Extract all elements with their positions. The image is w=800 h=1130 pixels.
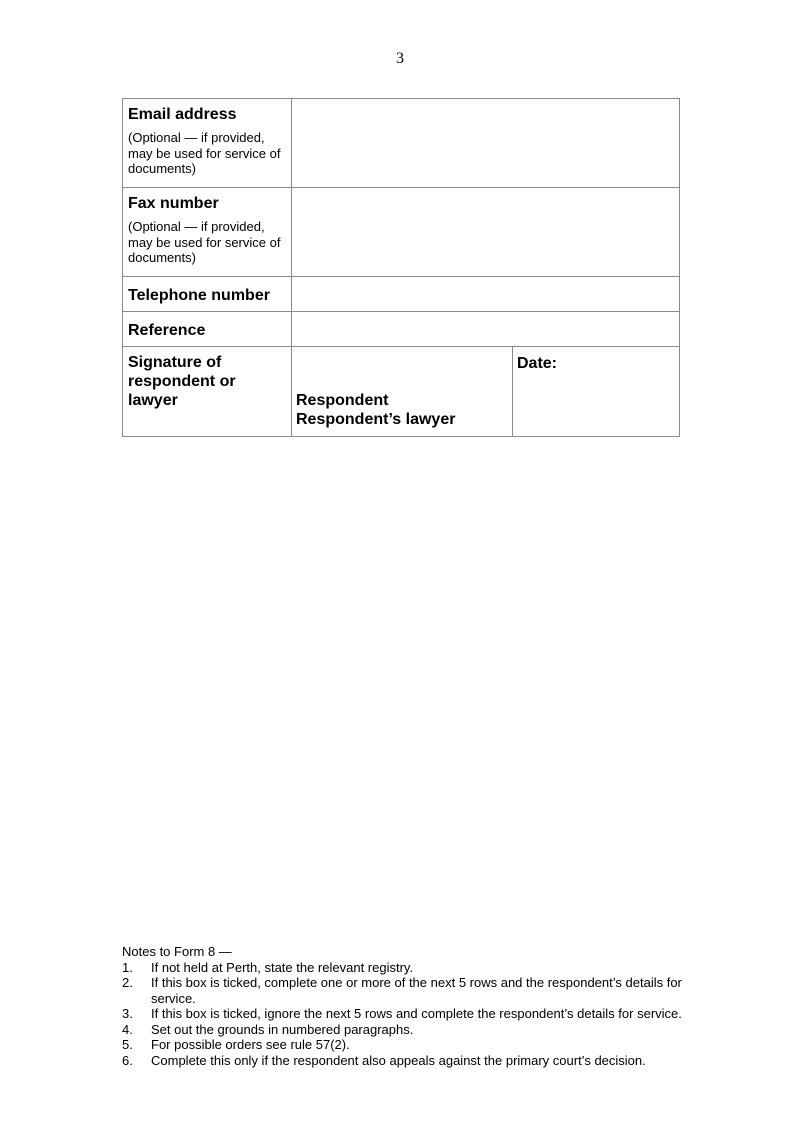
fax-row bbox=[123, 188, 680, 277]
fax-label: Fax number bbox=[128, 195, 219, 212]
fax-field[interactable] bbox=[292, 188, 680, 277]
email-note: (Optional — if provided, may be used for service of documents) bbox=[128, 130, 281, 176]
telephone-label-cell bbox=[123, 277, 292, 312]
note-text: If not held at Perth, state the relevant registry. bbox=[151, 959, 414, 975]
page-number: 3 bbox=[396, 50, 404, 67]
email-row bbox=[123, 99, 680, 188]
signatory-option-lawyer: Respondent’s lawyer bbox=[296, 411, 456, 428]
note-text: Set out the grounds in numbered paragraphs. bbox=[151, 1021, 414, 1037]
reference-label: Reference bbox=[128, 322, 206, 339]
signature-row bbox=[123, 347, 680, 437]
note-text: For possible orders see rule 57(2). bbox=[151, 1037, 350, 1052]
telephone-field[interactable] bbox=[292, 277, 680, 312]
note-number: 4. bbox=[122, 1021, 133, 1037]
email-field[interactable] bbox=[292, 99, 680, 188]
notes-list bbox=[122, 960, 682, 1069]
email-label: Email address bbox=[128, 106, 237, 123]
note-item bbox=[122, 960, 682, 976]
respondent-details-table bbox=[122, 98, 680, 437]
note-number: 2. bbox=[122, 975, 133, 990]
note-item bbox=[122, 975, 682, 1006]
note-number: 1. bbox=[122, 959, 133, 975]
note-item bbox=[122, 1022, 682, 1038]
signature-label: Signature of respondent or lawyer bbox=[128, 354, 236, 409]
note-item bbox=[122, 1006, 682, 1022]
signature-label-cell bbox=[123, 347, 292, 437]
note-number: 3. bbox=[122, 1006, 133, 1021]
note-text: If this box is ticked, ignore the next 5 rows and complete the respondent’s details for service. bbox=[151, 1006, 682, 1021]
signature-field[interactable] bbox=[292, 347, 513, 437]
note-text: If this box is ticked, complete one or more of the next 5 rows and the respondent’s details for service. bbox=[151, 975, 682, 1006]
reference-label-cell bbox=[123, 312, 292, 347]
fax-label-cell bbox=[123, 188, 292, 277]
signatory-options bbox=[296, 391, 455, 429]
reference-field[interactable] bbox=[292, 312, 680, 347]
telephone-label: Telephone number bbox=[128, 287, 270, 304]
fax-note: (Optional — if provided, may be used for service of documents) bbox=[128, 219, 281, 265]
date-label: Date: bbox=[517, 355, 558, 372]
note-number: 6. bbox=[122, 1052, 133, 1068]
date-field[interactable] bbox=[513, 347, 680, 437]
note-number: 5. bbox=[122, 1037, 133, 1052]
reference-row bbox=[123, 312, 680, 347]
note-item bbox=[122, 1037, 682, 1053]
note-item bbox=[122, 1053, 682, 1069]
signatory-option-respondent: Respondent bbox=[296, 392, 389, 409]
notes-title: Notes to Form 8 — bbox=[122, 944, 232, 959]
form-notes bbox=[122, 944, 682, 1068]
email-label-cell bbox=[123, 99, 292, 188]
telephone-row bbox=[123, 277, 680, 312]
note-text: Complete this only if the respondent also appeals against the primary court’s decision. bbox=[151, 1052, 646, 1068]
